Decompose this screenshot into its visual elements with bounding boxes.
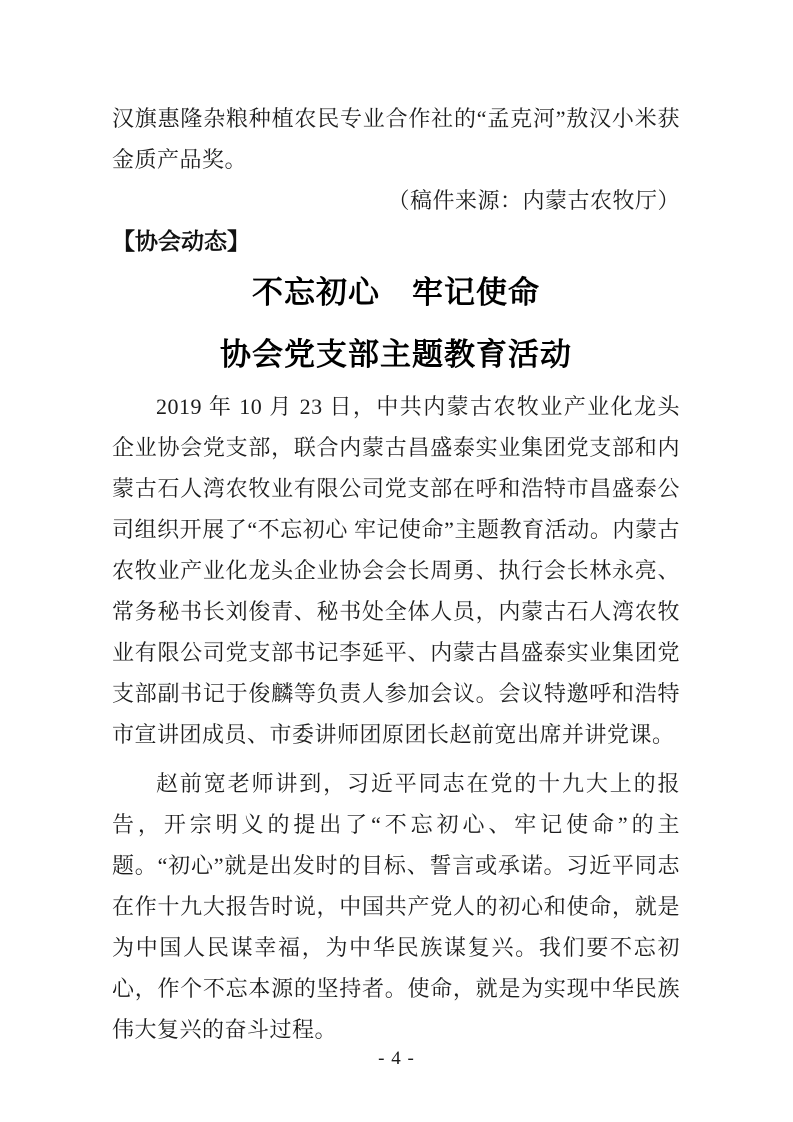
page-number: - 4 - xyxy=(378,1048,415,1069)
body-paragraph-1: 2019 年 10 月 23 日，中共内蒙古农牧业产业化龙头企业协会党支部，联合内蒙古昌盛泰实业集团党支部和内蒙古石人湾农牧业有限公司党支部在呼和浩特市昌盛泰公司组织开展了“不忘初心 牢记使命”主题教育活动。内蒙古农牧业产业化龙头企业协会会长周勇、执行会长林永亮、常务秘书长刘俊青、秘书处全体人员，内蒙古石人湾农牧业有限公司党支部书记李延平、内蒙古昌盛泰实业集团党支部副书记于俊麟等负责人参加会议。会议特邀呼和浩特市宣讲团成员、市委讲师团原团长赵前宽出席并讲党课。 xyxy=(112,394,680,747)
source-attribution-line: （稿件来源：内蒙古农牧厅） xyxy=(387,188,680,213)
article-title-line1: 不忘初心 牢记使命 xyxy=(252,275,540,310)
body-paragraph-2: 赵前宽老师讲到，习近平同志在党的十九大上的报告，开宗明义的提出了“不忘初心、牢记使命”的主题。“初心”就是出发时的目标、誓言或承诺。习近平同志在作十九大报告时说，中国共产党人的初心和使命，就是为中国人民谋幸福，为中华民族谋复兴。我们要不忘初心，作个不忘本源的坚持者。使命，就是为实现中华民族伟大复兴的奋斗过程。 xyxy=(112,771,680,1042)
intro-paragraph: 汉旗惠隆杂粮种植农民专业合作社的“孟克河”敖汉小米获金质产品奖。 xyxy=(112,106,680,172)
article-title-line2: 协会党支部主题教育活动 xyxy=(220,337,572,372)
page-content xyxy=(112,98,680,1050)
section-heading: 【协会动态】 xyxy=(112,228,250,254)
